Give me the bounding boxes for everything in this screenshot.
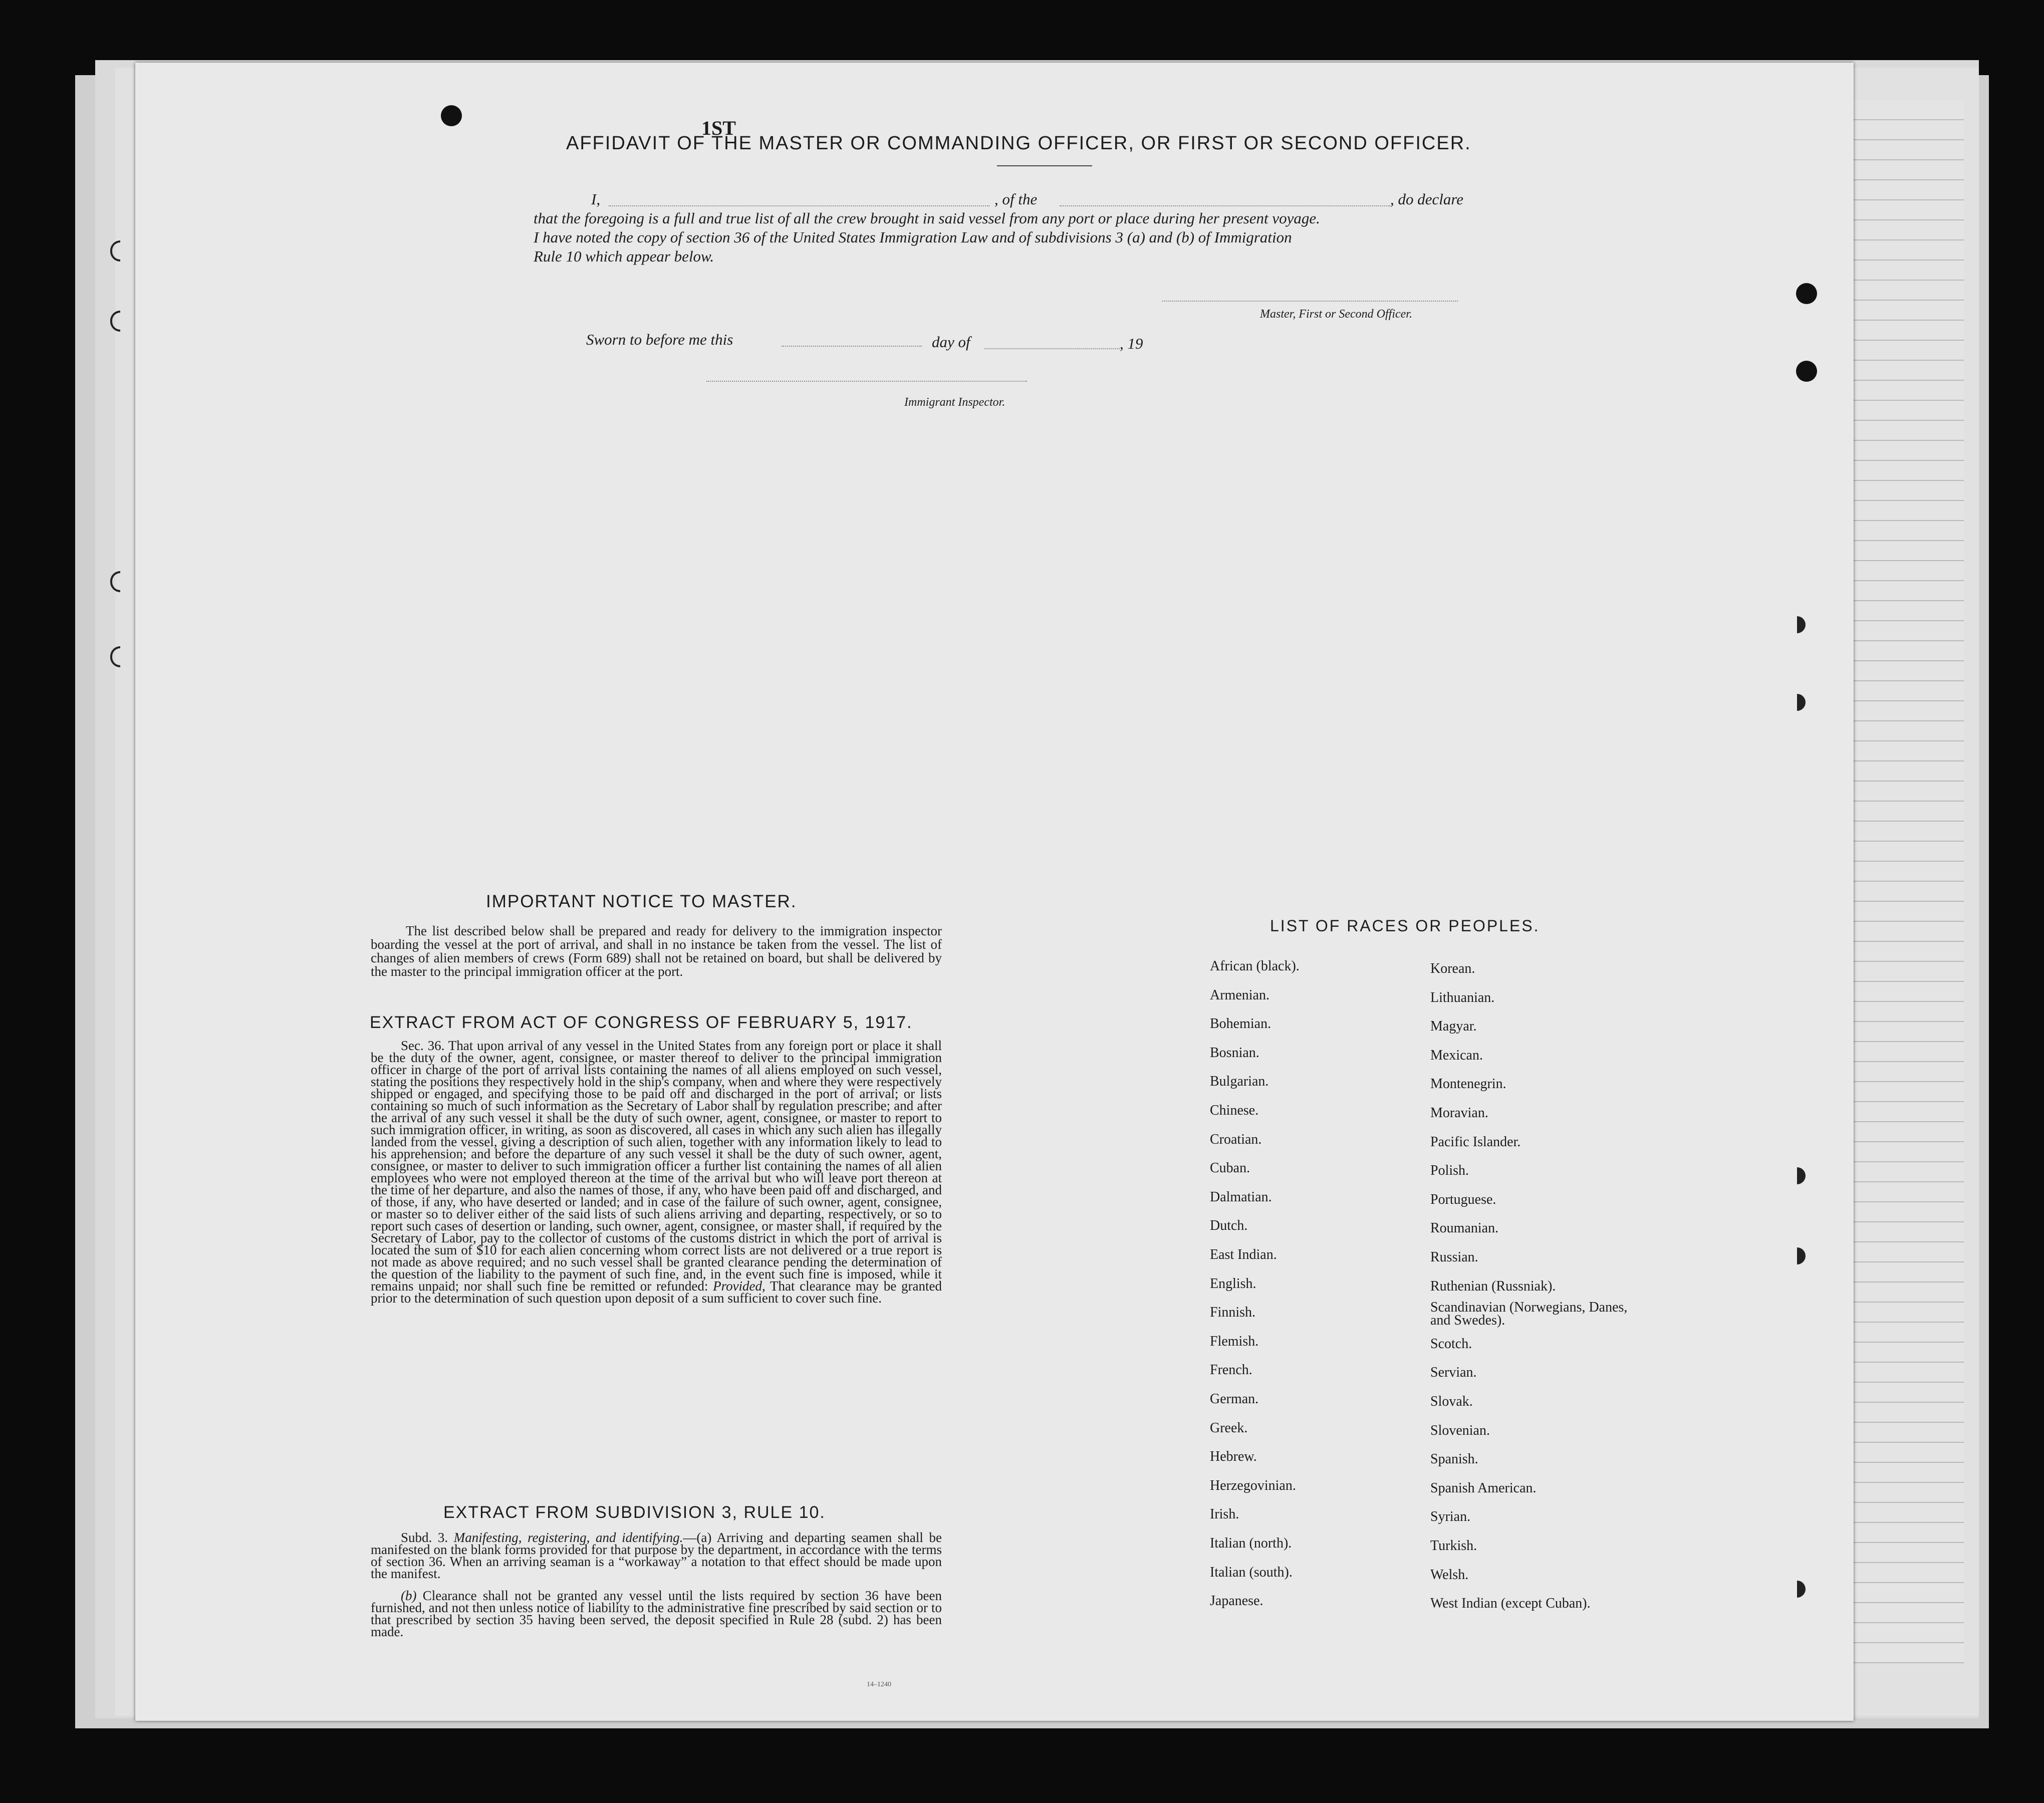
race-item: Croatian. [1210,1132,1262,1147]
inspector-signature-label: Immigrant Inspector. [904,396,1005,409]
races-title: LIST OF RACES OR PEOPLES. [1270,917,1540,935]
race-item: Magyar. [1430,1018,1477,1034]
race-item: Turkish. [1430,1538,1477,1554]
punch-hole-icon [1788,1247,1806,1264]
race-item: Pacific Islander. [1430,1134,1521,1150]
punch-hole-icon [1788,1167,1806,1184]
master-signature-label: Master, First or Second Officer. [1260,308,1412,321]
name-blank[interactable] [609,205,989,206]
sec36-text: That upon arrival of any vessel in the United States from any foreign port or place it shall be the duty of the owner, agent, consignee, or master thereof to deliver to the principal immigration officer in charge of the port of arrival lists containing the names of all aliens employed on such vessel, stating the positions they respectively hold in the ship's company, when and where they were respectively shipped or engaged, and specifying those to be paid off and discharged in the port of arrival; or lists containing so much of such information as the Secretary of Labor shall by regulation prescribe; and after the arrival of any such vessel it shall be the duty of such owner, agent, consignee, or master to report to such immigration officer, in writing, as soon as discovered, all cases in which any such alien has illegally landed from the vessel, giving a description of such alien, together with any information likely to lead to his apprehension; and before the departure of any such vessel it shall be the duty of such owner, agent, consignee, or master to deliver to such immigration officer a further list containing the names of all alien employees who were not employed thereon at the time of the arrival but who will leave port thereon at the time of her departure, and also the names of those, if any, who have been paid off and discharged, and of those, if any, who have deserted or landed; and in case of the failure of such owner, agent, consignee, or master so to deliver either of the said lists of such aliens arriving and departing, respectively, or so to report such cases of desertion or landing, such owner, agent, consignee, or master shall, if required by the Secretary of Labor, pay to the collector of customs of the customs district in which the port of arrival is located the sum of $10 for each alien concerning whom correct lists are not delivered or a true report is not made as above required; and no such vessel shall be granted clearance pending the determination of the question of the liability to the payment of such fine, and, in the event such fine is imposed, while it remains unpaid; nor shall such fine be remitted or refunded: [371,1038,942,1294]
subd3-b-text: Clearance shall not be granted any vessel until the lists required by section 36 have been furnished, and not then unless notice of liability to the administrative fine prescribed by said section or to that prescribed by section 35 having been served, the deposit specified in Rule 28 (subd. 2) has been made. [371,1588,942,1639]
notice-body: The list described below shall be prepared and ready for delivery to the immigration inspector boarding the vessel at the port of arrival, and shall in no instance be taken from the vessel. The list of changes of alien members of crews (Form 689) shall not be retained on board, but shall be delivered by the master to the principal immigration officer at the port. [371,923,942,979]
race-item: Dalmatian. [1210,1189,1272,1205]
race-item: Cuban. [1210,1160,1250,1176]
handwritten-mark: 1ST [701,117,736,139]
race-item: Slovenian. [1430,1423,1490,1438]
race-item: Servian. [1430,1365,1477,1380]
declaration-i: I, [591,190,601,208]
race-item: East Indian. [1210,1247,1277,1262]
race-item: Scandinavian (Norwegians, Danes, and Swedes). [1430,1300,1628,1328]
sworn-month-blank[interactable] [984,348,1120,349]
race-item: Flemish. [1210,1334,1259,1349]
punch-hole-icon [1788,616,1806,633]
race-item: Scotch. [1430,1336,1472,1352]
race-item: Roumanian. [1430,1220,1499,1236]
race-item: Spanish. [1430,1451,1478,1467]
extract-act-title: EXTRACT FROM ACT OF CONGRESS OF FEBRUARY 5, 1917. [370,1013,913,1032]
subd3-a [371,1531,942,1580]
race-item: Montenegrin. [1430,1076,1506,1092]
subd3-b [371,1590,942,1638]
punch-hole-icon [441,105,462,126]
master-signature-blank[interactable] [1162,301,1458,302]
race-item: Lithuanian. [1430,990,1495,1005]
race-item: Finnish. [1210,1305,1256,1320]
declaration-declare: , do declare [1390,190,1464,208]
race-item: Welsh. [1430,1567,1469,1583]
race-item: Bosnian. [1210,1045,1259,1061]
race-item: African (black). [1210,958,1300,974]
race-item: Hebrew. [1210,1449,1257,1464]
title-rule [997,165,1092,166]
race-item: West Indian (except Cuban). [1430,1596,1591,1611]
sec36-body [371,1040,942,1304]
sec36-provided: Provided, [713,1278,765,1294]
declaration-line3: I have noted the copy of section 36 of the United States Immigration Law and of subdivisions 3 (a) and (b) of Immigration [534,228,1292,246]
subd3-heading: Manifesting, registering, and identifying. [453,1530,683,1545]
affidavit-title: AFFIDAVIT OF THE MASTER OR COMMANDING OFFICER, OR FIRST OR SECOND OFFICER. [566,133,1471,154]
subd3-label: Subd. 3. [401,1530,448,1545]
declaration-line4: Rule 10 which appear below. [534,247,714,265]
race-item: Chinese. [1210,1103,1259,1118]
race-item: Armenian. [1210,987,1269,1003]
race-item: Portuguese. [1430,1192,1496,1207]
race-item: Russian. [1430,1249,1478,1265]
punch-hole-icon [1796,283,1817,304]
subd3-a-text: —(a) Arriving and departing seamen shall be manifested on the blank forms provided for that purpose by the department, in accordance with the terms of section 36. When an arriving seaman is a “workaway” a notation to that effect should be made upon the manifest. [371,1530,942,1581]
year-text: , 19 [1120,335,1143,352]
race-item: Bulgarian. [1210,1074,1269,1089]
race-item: Bohemian. [1210,1016,1271,1032]
race-item: English. [1210,1276,1256,1292]
sworn-text: Sworn to before me this [586,331,733,348]
punch-hole-icon [1788,694,1806,711]
race-item: German. [1210,1391,1259,1407]
race-item: Greek. [1210,1420,1248,1436]
punch-hole-icon [1788,1581,1806,1598]
race-item: Syrian. [1430,1509,1471,1524]
inspector-signature-blank[interactable] [706,381,1027,382]
sworn-day-blank[interactable] [782,346,922,347]
declaration-of-the: , of the [994,190,1038,208]
race-item: French. [1210,1362,1252,1378]
race-item: Ruthenian (Russniak). [1430,1278,1556,1294]
race-item: Dutch. [1210,1218,1248,1233]
race-item: Korean. [1430,961,1475,976]
extract-rule-title: EXTRACT FROM SUBDIVISION 3, RULE 10. [443,1503,826,1522]
affidavit-page [135,63,1854,1721]
vessel-blank[interactable] [1060,205,1390,206]
race-item: Slovak. [1430,1394,1473,1409]
notice-title: IMPORTANT NOTICE TO MASTER. [486,892,797,911]
race-item: Italian (south). [1210,1565,1293,1580]
declaration-line2: that the foregoing is a full and true list of all the crew brought in said vessel from any port or place during her present voyage. [534,209,1320,227]
race-item: Polish. [1430,1163,1469,1178]
punch-hole-icon [1796,361,1817,382]
sec36-label: Sec. 36. [401,1038,445,1053]
race-item: Herzegovinian. [1210,1478,1296,1493]
race-item: Mexican. [1430,1048,1483,1063]
race-item: Spanish American. [1430,1480,1537,1496]
day-of-text: day of [932,333,970,351]
race-item: Japanese. [1210,1593,1263,1609]
race-item: Italian (north). [1210,1535,1292,1551]
sec36-end: That clearance may be granted prior to the determination of such question upon deposit of a sum sufficient to cover such fine. [371,1278,942,1306]
race-item: Moravian. [1430,1105,1488,1121]
subd3-b-label: (b) [401,1588,417,1603]
form-number: 14–1240 [867,1681,891,1688]
race-item: Irish. [1210,1506,1239,1522]
